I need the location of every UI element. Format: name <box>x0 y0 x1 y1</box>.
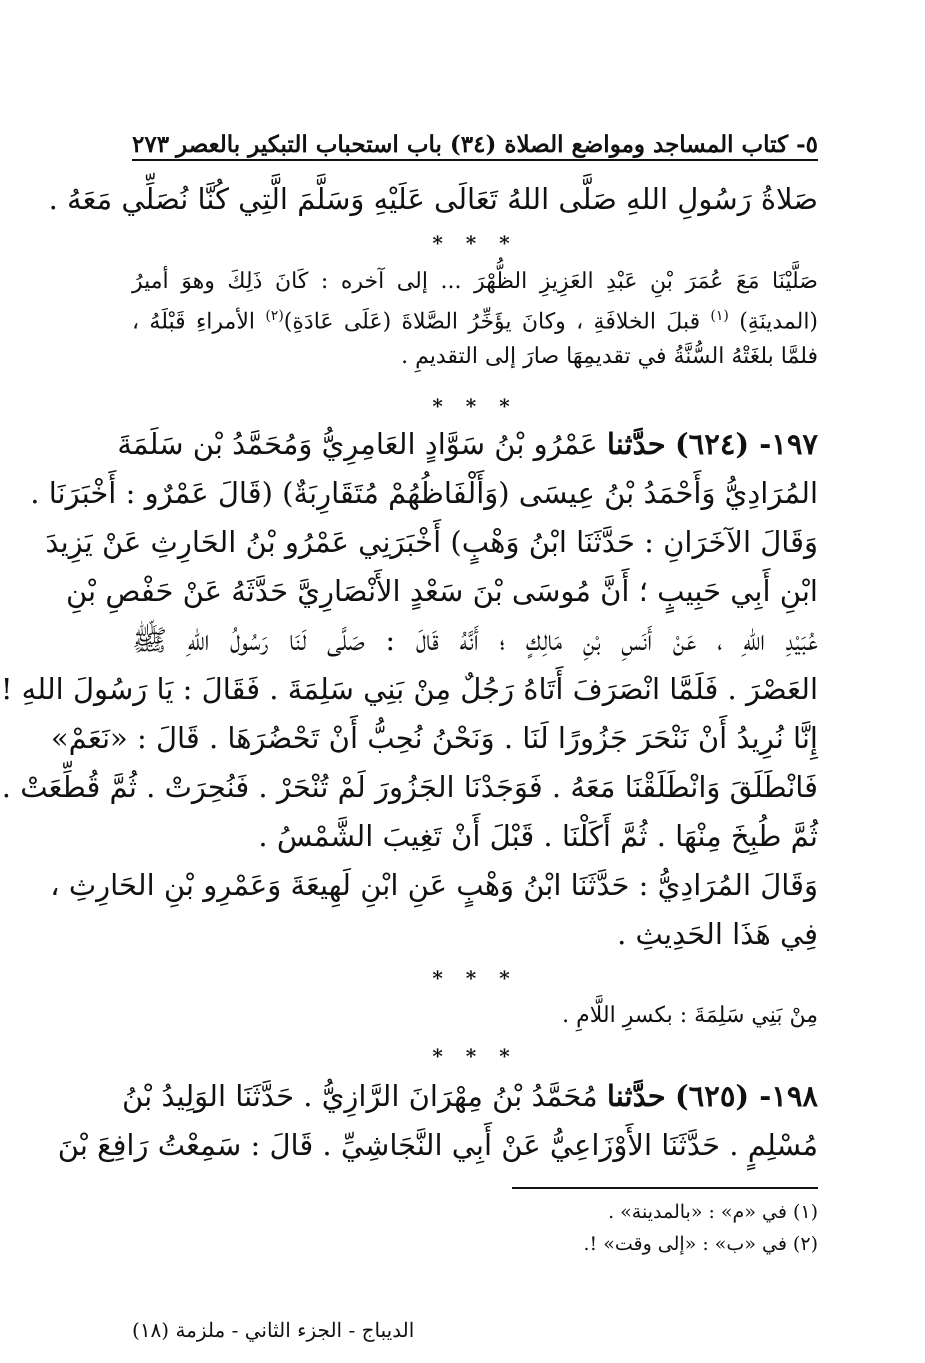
header-title: ٥- كتاب المساجد ومواضع الصلاة (٣٤) باب استحباب التبكير بالعصر <box>176 131 818 158</box>
hadith-198 <box>57 1072 818 1170</box>
text-fragment: مُحَمَّدُ بْنُ مِهْرَانَ الرَّازِيُّ . حَدَّثَنَا الوَلِيدُ بْنُ <box>122 1079 598 1113</box>
commentary-paragraph <box>132 264 818 374</box>
text-line: ثُمَّ طُبِخَ مِنْهَا . ثُمَّ أَكَلْنَا . قَبْلَ أَنْ تَغِيبَ الشَّمْسُ . <box>258 819 818 853</box>
text-line: عُبَيْدِ اللهِ ، عَنْ أَنَسِ بْنِ مَالِكٍ ؛ أَنَّهُ قَالَ : صَلَّى لَنَا رَسُولُ اللهِ ﷺ <box>132 623 818 657</box>
hadith-number: ١٩٧- (٦٢٤) <box>674 427 818 461</box>
footnote-marker: (١) <box>710 308 729 324</box>
text-line: مِنْ بَنِي سَلِمَةَ : بكسرِ اللَّامِ . <box>562 1003 818 1028</box>
footnote-item: (١) في «م» : «بالمدينة» . <box>608 1201 818 1223</box>
text-line: المُرَادِيُّ وَأَحْمَدُ بْنُ عِيسَى (وَأَلْفَاظُهُمْ مُتَقَارِبَةٌ) (قَالَ عَمْرٌو : أَخْبَرَنَا . <box>30 476 818 510</box>
signature-footer: الديباج - الجزء الثاني - ملزمة (١٨) <box>132 1318 415 1342</box>
text-fragment: عَمْرُو بْنُ سَوَّادٍ العَامِرِيُّ وَمُحَمَّدُ بْن سَلَمَةَ <box>117 427 598 461</box>
text-line: صَلَّيْنَا مَعَ عُمَرَ بْنِ عَبْدِ العَزِيزِ الظُّهْرَ ... إلى آخره : كَانَ ذَلِكَ وهوَ أميرُ <box>132 269 818 294</box>
text-line <box>122 1072 818 1121</box>
text-fragment: (المدينَةِ) <box>739 309 819 335</box>
footnote-item: (٢) في «ب» : «إلى وقت» !. <box>583 1233 818 1255</box>
text-line <box>117 420 818 469</box>
hadith-number: ١٩٨- (٦٢٥) <box>674 1079 818 1113</box>
haddathana-label: حدَّثنا <box>606 1079 666 1113</box>
text-line: فَانْطَلَقَ وَانْطَلَقْنَا مَعَهُ . فَوَجَدْنَا الجَزُورَ لَمْ تُنْحَرْ . فَنُحِرَتْ . ثُمَّ قُطِّعَتْ . <box>1 770 818 804</box>
footnotes <box>132 1196 818 1260</box>
section-separator: * * * <box>432 966 518 990</box>
hadith-197 <box>0 420 818 959</box>
text-fragment: الأمراءِ قَبْلَهُ ، <box>132 309 255 335</box>
text-line: ابْنِ أَبِي حَبِيبٍ ؛ أَنَّ مُوسَى بْنَ سَعْدٍ الأَنْصَارِيَّ حَدَّثَهُ عَنْ حَفْصِ بْنِ <box>65 574 818 608</box>
footnote-rule <box>512 1187 818 1189</box>
text-line: إِنَّا نُرِيدُ أَنْ نَنْحَرَ جَزُورًا لَنَا . وَنَحْنُ نُحِبُّ أَنْ تَحْضُرَهَا . قَالَ : «نَعَمْ» <box>50 721 818 755</box>
section-separator: * * * <box>432 1044 518 1068</box>
section-separator: * * * <box>432 394 518 418</box>
text-line: مُسْلِمٍ . حَدَّثَنَا الأَوْزَاعِيُّ عَنْ أَبِي النَّجَاشِيِّ . قَالَ : سَمِعْتُ رَافِعَ بْنَ <box>57 1128 818 1162</box>
text-line: وَقَالَ المُرَادِيُّ : حَدَّثَنَا ابْنُ وَهْبٍ عَنِ ابْنِ لَهِيعَةَ وَعَمْرِو بْنِ الحَارِثِ ، <box>50 868 818 902</box>
section-separator: * * * <box>432 231 518 255</box>
text-line: العَصْرَ . فَلَمَّا انْصَرَفَ أَتَاهُ رَجُلٌ مِنْ بَنِي سَلِمَةَ . فَقَالَ : يَا رَسُولَ اللهِ ! <box>0 672 818 706</box>
haddathana-label: حدَّثنا <box>606 427 666 461</box>
text-line <box>132 299 818 339</box>
running-header <box>132 118 818 158</box>
text-line: فِي هَذَا الحَدِيثِ . <box>617 917 818 951</box>
text-fragment: قبلَ الخلافَةِ ، وكانَ يؤَخِّرُ الصَّلاةَ (عَلَى عَادَةِ) <box>283 309 701 335</box>
header-rule <box>132 159 818 161</box>
continuation-text <box>48 175 818 224</box>
commentary-paragraph <box>132 998 818 1033</box>
footnote-marker: (٢) <box>265 308 284 324</box>
text-line: فلمَّا بلغَتْهُ السُّنَّةُ في تقديمِهَا صارَ إلى التقديمِ . <box>401 344 818 370</box>
text-line: صَلاةُ رَسُولِ اللهِ صَلَّى اللهُ تَعَالَى عَلَيْهِ وَسَلَّمَ الَّتِي كُنَّا نُصَلِّي مَعَهُ . <box>48 182 818 216</box>
page-number: ٢٧٣ <box>132 131 170 158</box>
text-line: وَقَالَ الآخَرَانِ : حَدَّثَنَا ابْنُ وَهْبٍ) أَخْبَرَنِي عَمْرُو بْنُ الحَارِثِ عَنْ يَزِيدَ <box>45 525 818 559</box>
